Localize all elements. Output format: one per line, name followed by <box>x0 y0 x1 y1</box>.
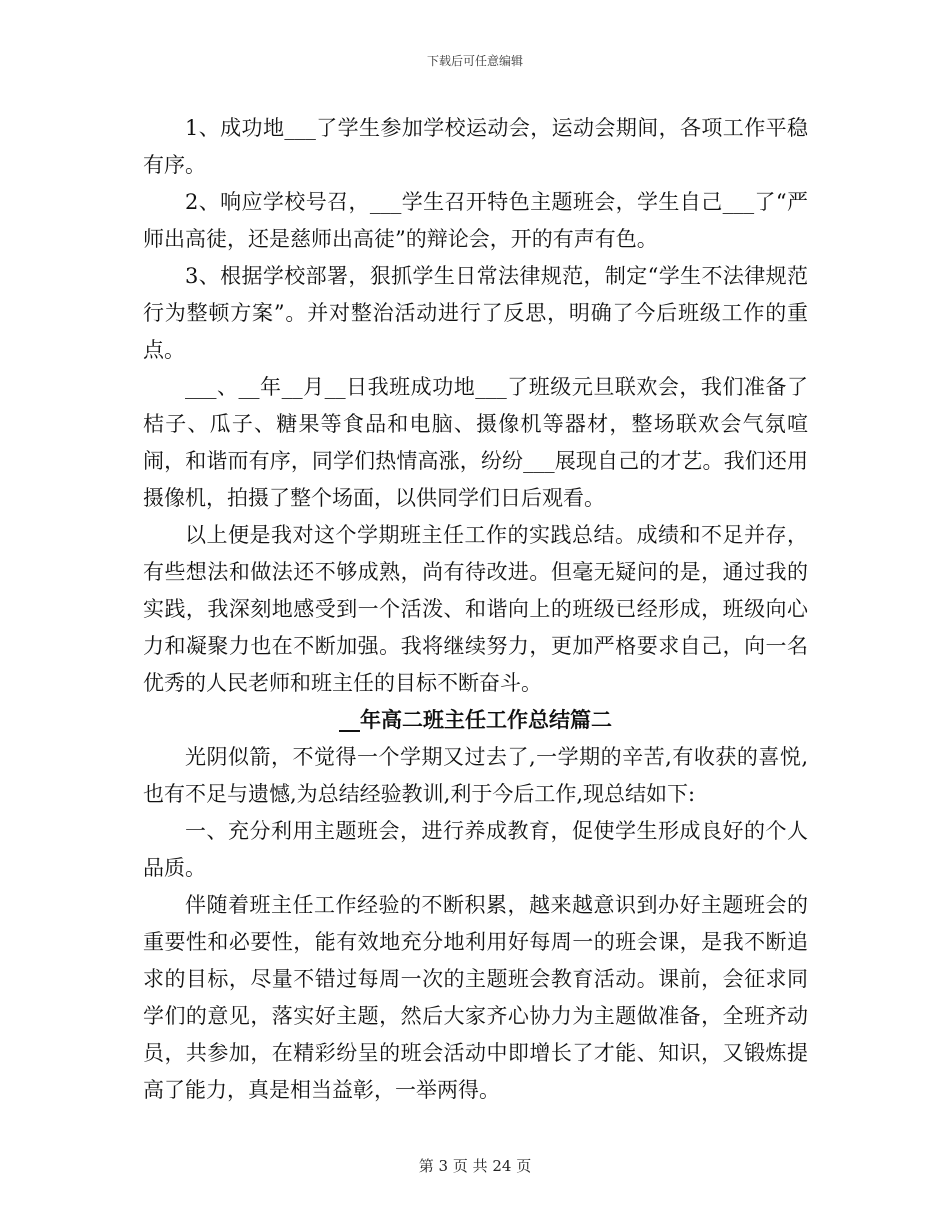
paragraph: ___、__年__月__日我班成功地___了班级元旦联欢会，我们准备了桔子、瓜子、糖果等食品和电脑、摄像机等器材，整场联欢会气氛喧闹，和谐而有序，同学们热情高涨，纷纷___展现自己的才艺。我们还用摄像机，拍摄了整个场面，以供同学们日后观看。 <box>143 375 808 510</box>
paragraph: 一、充分利用主题班会，进行养成教育，促使学生形成良好的个人品质。 <box>143 819 808 880</box>
paragraph: 以上便是我对这个学期班主任工作的实践总结。成绩和不足并存，有些想法和做法还不够成熟，尚有待改进。但毫无疑问的是，通过我的实践，我深刻地感受到一个活泼、和谐向上的班级已经形成，班级向心力和凝聚力也在不断加强。我将继续努力，更加严格要求自己，向一名优秀的人民老师和班主任的目标不断奋斗。 <box>143 523 808 695</box>
paragraph: 光阴似箭，不觉得一个学期又过去了,一学期的辛苦,有收获的喜悦,也有不足与遗憾,为总结经验教训,利于今后工作,现总结如下: <box>143 745 808 806</box>
paragraph: 伴随着班主任工作经验的不断积累，越来越意识到办好主题班会的重要性和必要性，能有效地充分地利用好每周一的班会课，是我不断追求的目标，尽量不错过每周一次的主题班会教育活动。课前，会征求同学们的意见，落实好主题，然后大家齐心协力为主题做准备，全班齐动员，共参加，在精彩纷呈的班会活动中即增长了才能、知识，又锻炼提高了能力，真是相当益彰，一举两得。 <box>143 893 808 1102</box>
paragraph: 2、响应学校号召，___学生召开特色主题班会，学生自己___了“严师出高徒，还是慈师出高徒”的辩论会，开的有声有色。 <box>143 190 808 251</box>
page-number: 第 3 页 共 24 页 <box>418 1157 532 1175</box>
header-note: 下载后可任意编辑 <box>426 54 523 68</box>
paragraph: 1、成功地___了学生参加学校运动会，运动会期间，各项工作平稳有序。 <box>143 116 808 177</box>
paragraph: 3、根据学校部署，狠抓学生日常法律规范，制定“学生不法律规范行为整顿方案”。并对整治活动进行了反思，明确了今后班级工作的重点。 <box>143 264 808 362</box>
section-title: __年高二班主任工作总结篇二 <box>339 708 612 732</box>
document-body <box>143 110 808 1109</box>
